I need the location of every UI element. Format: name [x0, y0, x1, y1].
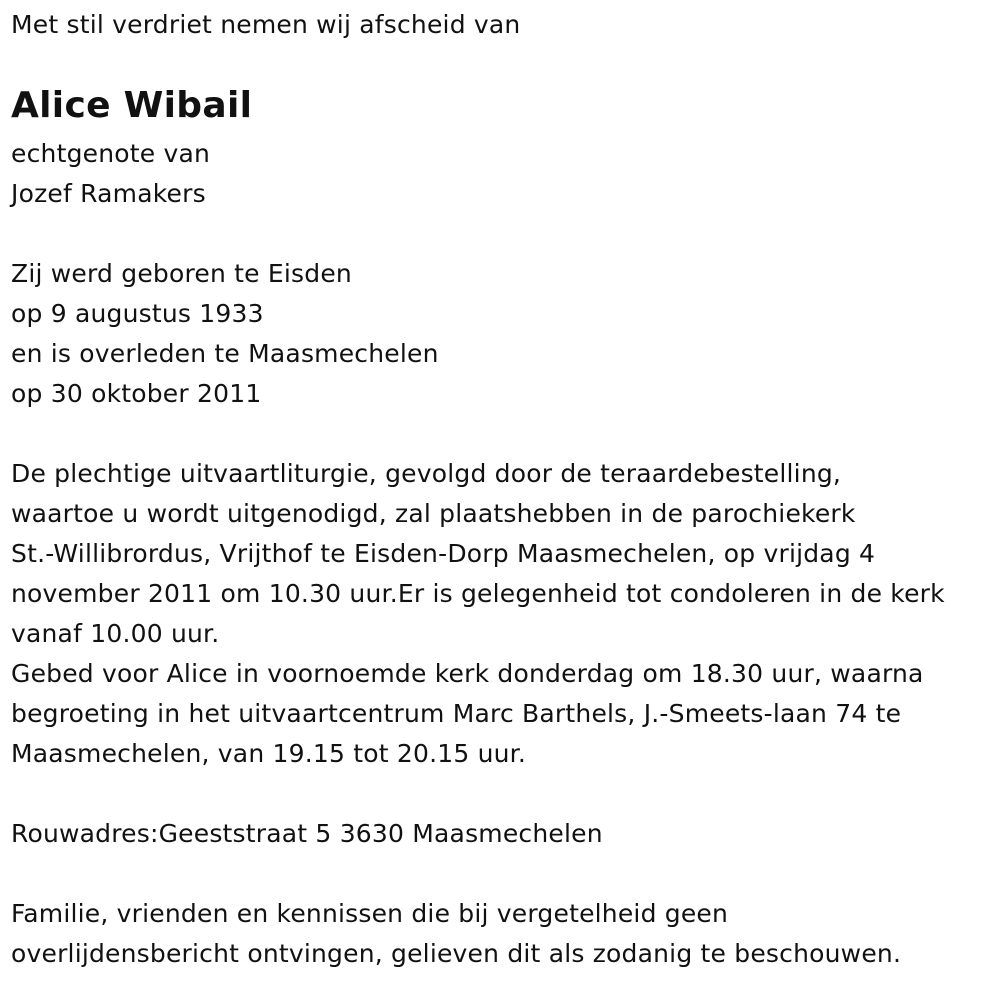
- funeral-line: vanaf 10.00 uur.: [11, 619, 220, 648]
- prayer-line: Maasmechelen, van 19.15 tot 20.15 uur.: [11, 739, 527, 768]
- funeral-line: St.-Willibrordus, Vrijthof te Eisden-Dorp Maasmechelen, op vrijdag 4: [11, 539, 876, 568]
- prayer-line: Gebed voor Alice in voornoemde kerk donderdag om 18.30 uur, waarna: [11, 659, 924, 688]
- intro-text: Met stil verdriet nemen wij afscheid van: [11, 10, 521, 39]
- funeral-line: De plechtige uitvaartliturgie, gevolgd door de teraardebestelling,: [11, 459, 842, 488]
- spouse-name: Jozef Ramakers: [11, 179, 206, 208]
- death-place: en is overleden te Maasmechelen: [11, 339, 439, 368]
- death-date: op 30 oktober 2011: [11, 379, 262, 408]
- deceased-name: Alice Wibail: [11, 85, 253, 126]
- closing-line: Familie, vrienden en kennissen die bij vergetelheid geen: [11, 899, 729, 928]
- funeral-line: november 2011 om 10.30 uur.Er is gelegenheid tot condoleren in de kerk: [11, 579, 945, 608]
- spouse-label: echtgenote van: [11, 139, 211, 168]
- closing-line: overlijdensbericht ontvingen, gelieven dit als zodanig te beschouwen.: [11, 939, 902, 968]
- birth-date: op 9 augustus 1933: [11, 299, 264, 328]
- prayer-line: begroeting in het uitvaartcentrum Marc Barthels, J.-Smeets-laan 74 te: [11, 699, 902, 728]
- funeral-line: waartoe u wordt uitgenodigd, zal plaatshebben in de parochiekerk: [11, 499, 856, 528]
- mourning-address: Rouwadres:Geeststraat 5 3630 Maasmechelen: [11, 819, 603, 848]
- birth-place: Zij werd geboren te Eisden: [11, 259, 352, 288]
